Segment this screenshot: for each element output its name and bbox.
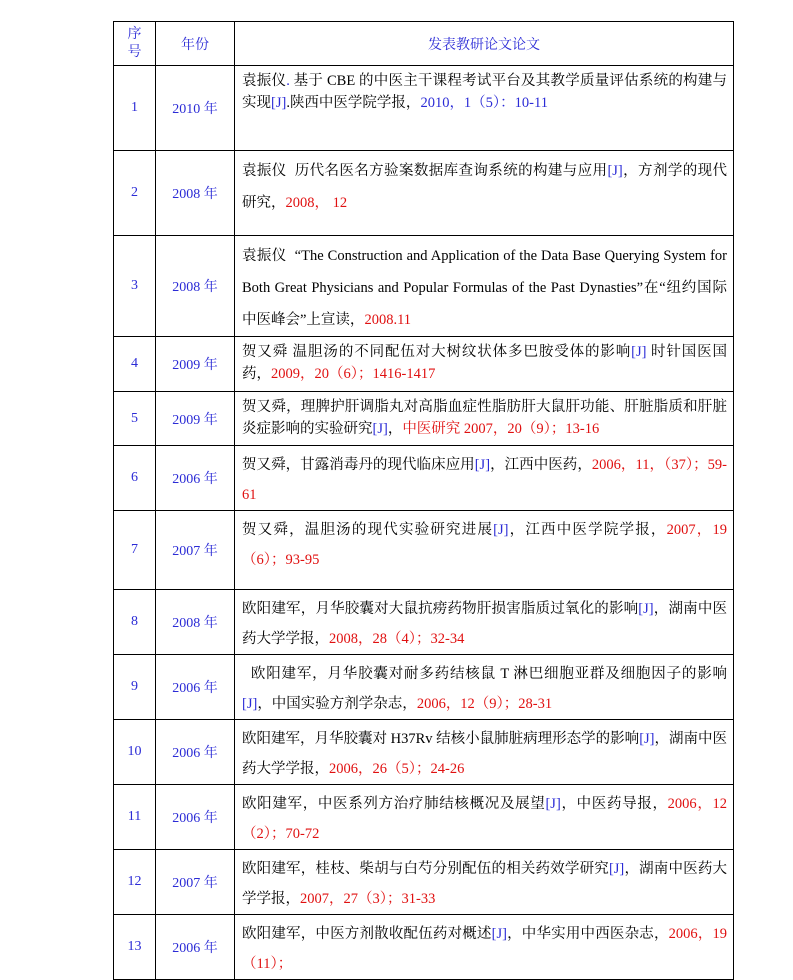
citation-segment: 贺又舜 温胆汤的不同配伍对大树纹状体多巴胺受体的影响 xyxy=(242,344,632,360)
publication-citation xyxy=(235,446,734,511)
publication-citation xyxy=(235,850,734,915)
citation-segment: 时针国医国药， xyxy=(242,344,728,382)
row-year: 2006 年 xyxy=(156,915,235,980)
citation-segment: ，江西中医学院学报， xyxy=(508,522,667,538)
journal-tag: [J] xyxy=(607,163,623,179)
header-no-label: 序号 xyxy=(127,26,142,60)
row-number: 4 xyxy=(114,337,156,392)
citation-segment: 2008.11 xyxy=(364,312,412,328)
header-title: 发表教研论文论文 xyxy=(235,22,734,66)
publications-table xyxy=(113,21,734,980)
citation-segment: 贺又舜，甘露消毒丹的现代临床应用 xyxy=(242,457,475,473)
row-year: 2006 年 xyxy=(156,446,235,511)
journal-tag: [J] xyxy=(242,696,258,712)
publication-citation xyxy=(235,236,734,337)
table-row xyxy=(114,590,734,655)
citation-segment: ，江西中医药， xyxy=(490,457,592,473)
row-year: 2006 年 xyxy=(156,785,235,850)
header-no xyxy=(114,22,156,66)
citation-segment: ，湖南中医药大学学报， xyxy=(242,731,728,777)
journal-tag: [J] xyxy=(639,731,655,747)
citation-segment: 2007，19（6）；93-95 xyxy=(242,522,728,568)
citation-segment: ，中国实验方剂学杂志， xyxy=(257,696,417,712)
citation-segment: 2008， 12 xyxy=(285,195,348,211)
row-number: 13 xyxy=(114,915,156,980)
citation-segment: 袁振仪 xyxy=(242,73,287,89)
citation-segment: 2006，12（2）；70-72 xyxy=(242,796,728,842)
table-row xyxy=(114,720,734,785)
row-year: 2006 年 xyxy=(156,655,235,720)
citation-segment: ，中华实用中西医杂志， xyxy=(506,926,669,942)
citation-segment: 2006，12（9）；28-31 xyxy=(416,696,553,712)
journal-tag: [J] xyxy=(491,926,507,942)
row-year: 2009 年 xyxy=(156,392,235,446)
citation-segment: 2007，27（3）；31-33 xyxy=(300,891,436,907)
publication-citation xyxy=(235,915,734,980)
publication-citation xyxy=(235,785,734,850)
table-row xyxy=(114,785,734,850)
publication-citation xyxy=(235,720,734,785)
journal-tag: [J] xyxy=(608,861,625,877)
table-row xyxy=(114,392,734,446)
row-number: 11 xyxy=(114,785,156,850)
citation-segment: 贺又舜，温胆汤的现代实验研究进展 xyxy=(242,522,494,538)
journal-tag: [J] xyxy=(474,457,491,473)
citation-segment: 欧阳建军，月华胶囊对耐多药结核鼠 T 淋巴细胞亚群及细胞因子的影响 xyxy=(242,666,728,682)
citation-segment: 2009，20（6）；1416-1417 xyxy=(271,366,436,382)
citation-segment: 中医研究 2007，20（9）；13-16 xyxy=(402,421,600,437)
citation-segment: 欧阳建军，月华胶囊对 H37Rv 结核小鼠肺脏病理形态学的影响 xyxy=(242,731,640,747)
table-row xyxy=(114,655,734,720)
citation-segment: ， xyxy=(387,421,403,437)
citation-segment: 基于 CBE 的中医主干课程考试平台及其教学质量评估系统的构建与实现 xyxy=(242,73,727,111)
row-number: 10 xyxy=(114,720,156,785)
row-number: 2 xyxy=(114,151,156,236)
citation-segment: 欧阳建军，桂枝、柴胡与白芍分别配伍的相关药效学研究 xyxy=(242,861,609,877)
row-number: 3 xyxy=(114,236,156,337)
citation-segment: 2008，28（4）；32-34 xyxy=(329,631,465,647)
row-year: 2008 年 xyxy=(156,236,235,337)
citation-segment: 贺又舜，理脾护肝调脂丸对高脂血症性脂肪肝大鼠肝功能、肝脏脂质和肝脏炎症影响的实验研究 xyxy=(242,399,727,437)
citation-segment: . xyxy=(286,73,290,89)
table-row xyxy=(114,66,734,151)
publication-citation xyxy=(235,337,734,392)
citation-segment: ，湖南中医药大学学报， xyxy=(242,601,727,647)
row-number: 12 xyxy=(114,850,156,915)
row-year: 2007 年 xyxy=(156,511,235,590)
table-row xyxy=(114,511,734,590)
citation-segment: 2006，26（5）；24-26 xyxy=(329,761,465,777)
table-row xyxy=(114,446,734,511)
row-year: 2007 年 xyxy=(156,850,235,915)
publication-citation xyxy=(235,511,734,590)
table-row xyxy=(114,915,734,980)
journal-tag: [J] xyxy=(631,344,647,360)
citation-segment: 2006，11，（37）；59-61 xyxy=(242,457,727,503)
row-number: 7 xyxy=(114,511,156,590)
table-row xyxy=(114,850,734,915)
citation-segment: 欧阳建军，中医方剂散收配伍药对概述 xyxy=(242,926,492,942)
row-number: 5 xyxy=(114,392,156,446)
citation-segment: 袁振仪 历代名医名方验案数据库查询系统的构建与应用 xyxy=(242,163,608,179)
table-row xyxy=(114,337,734,392)
journal-tag: [J] xyxy=(638,601,654,617)
citation-segment: ，中医药导报， xyxy=(560,796,668,812)
publication-citation xyxy=(235,151,734,236)
publication-citation xyxy=(235,590,734,655)
row-year: 2008 年 xyxy=(156,151,235,236)
citation-segment: 欧阳建军，中医系列方治疗肺结核概况及展望 xyxy=(242,796,546,812)
journal-tag: [J] xyxy=(545,796,561,812)
journal-tag: [J] xyxy=(372,421,388,437)
citation-segment: 欧阳建军，月华胶囊对大鼠抗痨药物肝损害脂质过氧化的影响 xyxy=(242,601,639,617)
row-year: 2010 年 xyxy=(156,66,235,151)
publication-citation xyxy=(235,66,734,151)
row-number: 1 xyxy=(114,66,156,151)
citation-segment: .陕西中医学院学报， xyxy=(286,95,421,111)
table-header-row xyxy=(114,22,734,66)
row-year: 2008 年 xyxy=(156,590,235,655)
row-number: 6 xyxy=(114,446,156,511)
citation-segment: 袁振仪 “The Construction and Application of the Data Base Querying System for Both Great Physicians and Popular Formulas of the Past Dynasties”在“纽约国际中医峰会”上宣读， xyxy=(242,248,731,328)
table-row xyxy=(114,236,734,337)
publication-citation xyxy=(235,655,734,720)
row-year: 2009 年 xyxy=(156,337,235,392)
table-row xyxy=(114,151,734,236)
journal-tag: [J] xyxy=(493,522,509,538)
citation-segment: ，湖南中医药大学学报， xyxy=(242,861,728,907)
citation-segment: 2006，19（11）； xyxy=(242,926,728,972)
row-number: 8 xyxy=(114,590,156,655)
citation-segment: ，方剂学的现代研究， xyxy=(242,163,728,211)
citation-segment: 2010，1（5）：10-11 xyxy=(420,95,548,111)
row-year: 2006 年 xyxy=(156,720,235,785)
row-number: 9 xyxy=(114,655,156,720)
publication-citation xyxy=(235,392,734,446)
header-year: 年份 xyxy=(156,22,235,66)
journal-tag: [J] xyxy=(271,95,287,111)
